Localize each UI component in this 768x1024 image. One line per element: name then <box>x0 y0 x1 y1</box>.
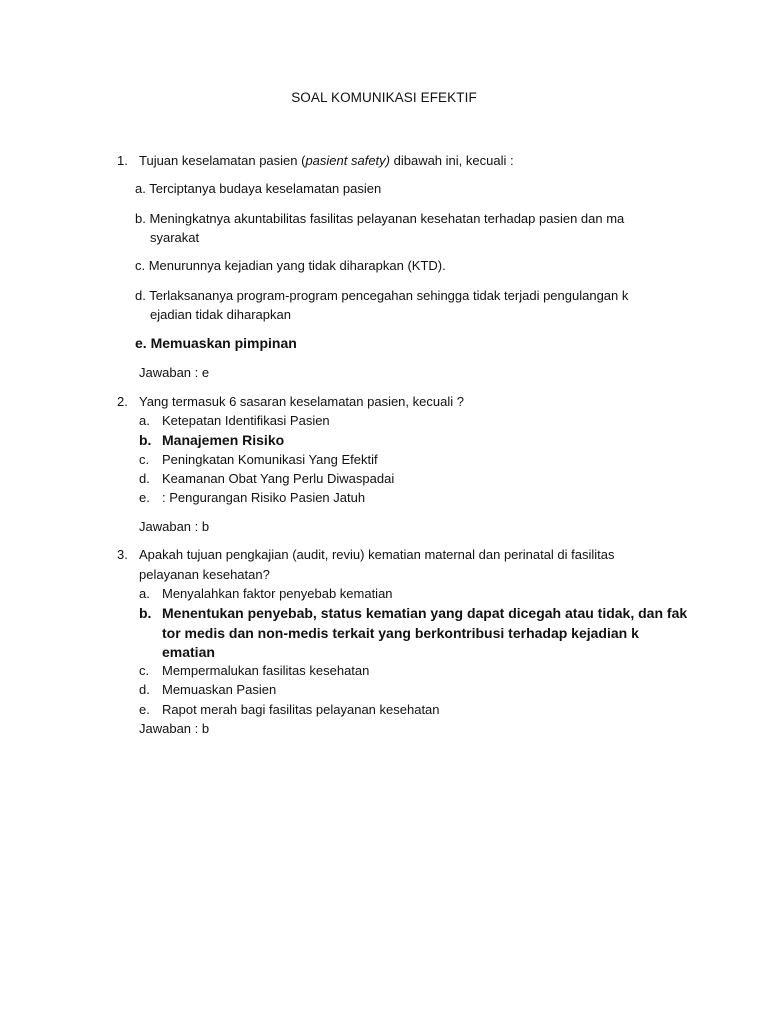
question-2-number: 2. <box>117 394 128 409</box>
question-1-option-a: a. Terciptanya budaya keselamatan pasien <box>135 181 382 196</box>
question-1-option-d-line2: ejadian tidak diharapkan <box>150 307 291 322</box>
question-3-answer: Jawaban : b <box>139 721 210 736</box>
question-2-option-c-letter: c. <box>139 452 150 467</box>
question-2-option-d: Keamanan Obat Yang Perlu Diwaspadai <box>162 471 395 486</box>
question-1-option-b-line2: syarakat <box>150 230 200 245</box>
question-3-text-line2: pelayanan kesehatan? <box>139 567 270 582</box>
question-3-option-b-line1: Menentukan penyebab, status kematian yang dapat dicegah atau tidak, dan fak <box>162 605 688 621</box>
question-2-option-b: Manajemen Risiko <box>162 432 285 448</box>
question-3-option-d: Memuaskan Pasien <box>162 682 277 697</box>
question-2-answer: Jawaban : b <box>139 519 210 534</box>
question-2-option-c: Peningkatan Komunikasi Yang Efektif <box>162 452 378 467</box>
question-3-option-b-line2: tor medis dan non-medis terkait yang berkontribusi terhadap kejadian k <box>162 625 639 641</box>
question-1-option-c: c. Menurunnya kejadian yang tidak diharapkan (KTD). <box>135 258 446 273</box>
question-1-option-d-line1: d. Terlaksananya program-program pencegahan sehingga tidak terjadi pengulangan k <box>135 288 629 303</box>
question-3-option-a: Menyalahkan faktor penyebab kematian <box>162 586 393 601</box>
question-1-text <box>139 152 514 170</box>
question-3-number: 3. <box>117 547 128 562</box>
question-3-option-e: Rapot merah bagi fasilitas pelayanan kesehatan <box>162 702 440 717</box>
question-2-text: Yang termasuk 6 sasaran keselamatan pasien, kecuali ? <box>139 394 464 409</box>
question-1-answer: Jawaban : e <box>139 365 210 380</box>
question-3-option-a-letter: a. <box>139 586 150 601</box>
question-3-option-d-letter: d. <box>139 682 150 697</box>
question-2-option-e: : Pengurangan Risiko Pasien Jatuh <box>162 490 366 505</box>
question-1-option-b-line1: b. Meningkatnya akuntabilitas fasilitas pelayanan kesehatan terhadap pasien dan ma <box>135 211 625 226</box>
question-2-option-a: Ketepatan Identifikasi Pasien <box>162 413 330 428</box>
question-2-option-b-letter: b. <box>139 432 152 448</box>
question-1-text-post: dibawah ini, kecuali : <box>390 153 514 168</box>
page-title: SOAL KOMUNIKASI EFEKTIF <box>291 90 477 105</box>
question-3-option-e-letter: e. <box>139 702 150 717</box>
question-2-option-a-letter: a. <box>139 413 150 428</box>
question-2-option-e-letter: e. <box>139 490 150 505</box>
question-3-option-b-letter: b. <box>139 605 152 621</box>
question-1-text-pre: Tujuan keselamatan pasien ( <box>139 153 306 168</box>
question-3-option-c-letter: c. <box>139 663 150 678</box>
question-3-text-line1: Apakah tujuan pengkajian (audit, reviu) kematian maternal dan perinatal di fasilitas <box>139 547 615 562</box>
question-2-option-d-letter: d. <box>139 471 150 486</box>
question-1-number: 1. <box>117 153 128 168</box>
question-3-option-b-line3: ematian <box>162 644 215 660</box>
question-1-option-e: e. Memuaskan pimpinan <box>135 335 297 351</box>
question-1-text-italic: pasient safety) <box>305 153 390 168</box>
question-3-option-c: Mempermalukan fasilitas kesehatan <box>162 663 370 678</box>
